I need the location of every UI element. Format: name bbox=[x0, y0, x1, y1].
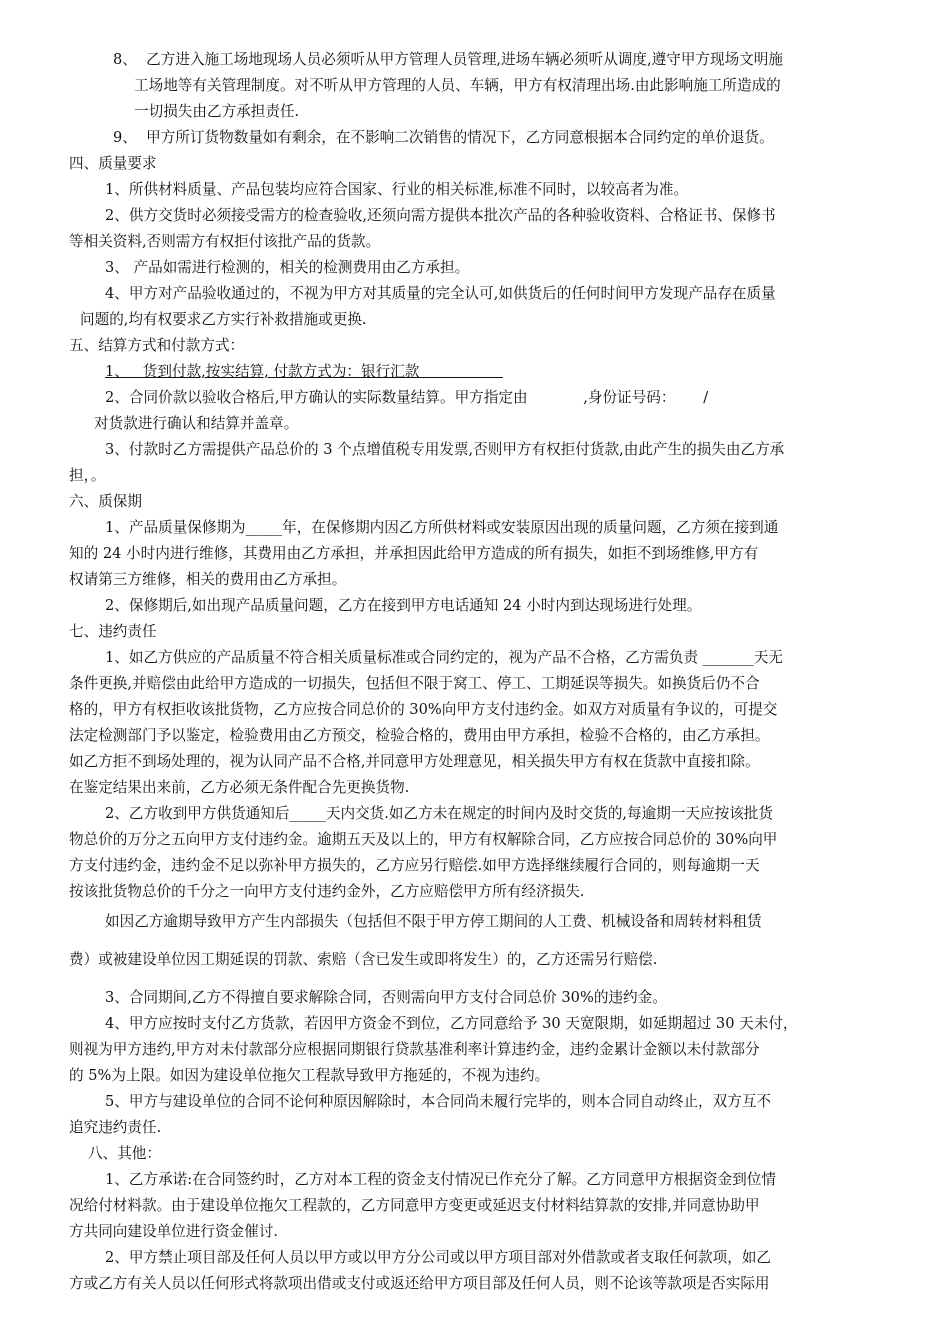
text-line: 一切损失由乙方承担责任. bbox=[134, 103, 300, 120]
text-line: 2、甲方禁止项目部及任何人员以甲方或以甲方分公司或以甲方项目部对外借款或者支取任何款项，如乙 bbox=[105, 1249, 772, 1266]
text-line: 如乙方拒不到场处理的，视为认同产品不合格,并同意甲方处理意见，相关损失甲方有权在货款中直接扣除。 bbox=[69, 753, 760, 770]
text-line: 担，。 bbox=[69, 467, 106, 484]
text-line: 9、 甲方所订货物数量如有剩余，在不影响二次销售的情况下，乙方同意根据本合同约定的单价退货。 bbox=[113, 129, 774, 146]
text-line: 问题的,均有权要求乙方实行补救措施或更换. bbox=[80, 311, 367, 328]
text-line: 3、合同期间,乙方不得擅自要求解除合同，否则需向甲方支付合同总价 30%的违约金。 bbox=[105, 989, 667, 1006]
text-line: 如因乙方逾期导致甲方产生内部损失（包括但不限于甲方停工期间的人工费、机械设备和周转材料租赁 bbox=[105, 913, 762, 930]
text-line: 工场地等有关管理制度。对不听从甲方管理的人员、车辆，甲方有权清理出场.由此影响施工所造成的 bbox=[134, 77, 781, 94]
text-line: 格的，甲方有权拒收该批货物，乙方应按合同总价的 30%向甲方支付违约金。如双方对质量有争议的，可提交 bbox=[69, 701, 778, 718]
text-line: 追究违约责任. bbox=[69, 1119, 162, 1136]
text-line: 3、 产品如需进行检测的，相关的检测费用由乙方承担。 bbox=[105, 259, 470, 276]
text-line: 四、质量要求 bbox=[69, 155, 157, 172]
text-line: 费）或被建设单位因工期延误的罚款、索赔（含已发生或即将发生）的，乙方还需另行赔偿. bbox=[69, 951, 658, 968]
text-line: 六、质保期 bbox=[69, 493, 142, 510]
text-line: 2、保修期后,如出现产品质量问题，乙方在接到甲方电话通知 24 小时内到达现场进行处理。 bbox=[105, 597, 702, 614]
text-line: 1、 货到付款,按实结算, 付款方式为：银行汇款 bbox=[105, 363, 503, 380]
text-line: 方支付违约金，违约金不足以弥补甲方损失的，乙方应另行赔偿.如甲方选择继续履行合同的，则每逾期一天 bbox=[69, 857, 760, 874]
text-line: 3、付款时乙方需提供产品总价的 3 个点增值税专用发票,否则甲方有权拒付货款,由此产生的损失由乙方承 bbox=[105, 441, 785, 458]
text-line: 4、甲方应按时支付乙方货款，若因甲方资金不到位，乙方同意给予 30 天宽限期，如延期超过 30 天未付， bbox=[105, 1015, 798, 1032]
text-line: 方共同向建设单位进行资金催讨. bbox=[69, 1223, 278, 1240]
text-line: 1、乙方承诺:在合同签约时，乙方对本工程的资金支付情况已作充分了解。乙方同意甲方根据资金到位情 bbox=[105, 1171, 776, 1188]
text-line: 条件更换,并赔偿由此给甲方造成的一切损失，包括但不限于窝工、停工、工期延误等损失。如换货后仍不合 bbox=[69, 675, 760, 692]
text-line: 物总价的万分之五向甲方支付违约金。逾期五天及以上的，甲方有权解除合同，乙方应按合同总价的 30%向甲 bbox=[69, 831, 778, 848]
text-line: 4、甲方对产品验收通过的，不视为甲方对其质量的完全认可,如供货后的任何时间甲方发现产品存在质量 bbox=[105, 285, 776, 302]
text-line: 方或乙方有关人员以任何形式将款项出借或支付或返还给甲方项目部及任何人员，则不论该等款项是否实际用 bbox=[69, 1275, 770, 1292]
text-line: 知的 24 小时内进行维修，其费用由乙方承担，并承担因此给甲方造成的所有损失，如拒不到场维修,甲方有 bbox=[69, 545, 759, 562]
text-line: 2、合同价款以验收合格后,甲方确认的实际数量结算。甲方指定由 ,身份证号码： / bbox=[105, 389, 741, 406]
text-line: 法定检测部门予以鉴定，检验费用由乙方预交，检验合格的，费用由甲方承担，检验不合格的，由乙方承担。 bbox=[69, 727, 770, 744]
text-line: 八、其他： bbox=[88, 1145, 161, 1162]
text-line: 2、乙方收到甲方供货通知后_____天内交货.如乙方未在规定的时间内及时交货的,每逾期一天应按该批货 bbox=[105, 805, 773, 822]
text-line: 1、所供材料质量、产品包装均应符合国家、行业的相关标准,标准不同时，以较高者为准。 bbox=[105, 181, 689, 198]
text-line: 1、如乙方供应的产品质量不符合相关质量标准或合同约定的，视为产品不合格，乙方需负责 _______天无 bbox=[105, 649, 783, 666]
text-line: 的 5%为上限。如因为建设单位拖欠工程款导致甲方拖延的，不视为违约。 bbox=[69, 1067, 550, 1084]
text-line: 5、甲方与建设单位的合同不论何种原因解除时，本合同尚未履行完毕的，则本合同自动终止，双方互不 bbox=[105, 1093, 772, 1110]
text-line: 在鉴定结果出来前，乙方必须无条件配合先更换货物. bbox=[69, 779, 410, 796]
text-line: 1、产品质量保修期为_____年，在保修期内因乙方所供材料或安装原因出现的质量问题，乙方须在接到通 bbox=[105, 519, 779, 536]
text-line: 按该批货物总价的千分之一向甲方支付违约金外，乙方应赔偿甲方所有经济损失. bbox=[69, 883, 585, 900]
text-line: 况给付材料款。由于建设单位拖欠工程款的，乙方同意甲方变更或延迟支付材料结算款的安排,并同意协助甲 bbox=[69, 1197, 760, 1214]
text-line: 对货款进行确认和结算并盖章。 bbox=[94, 415, 299, 432]
text-line: 五、结算方式和付款方式： bbox=[69, 337, 245, 354]
text-line: 2、供方交货时必须接受需方的检查验收,还须向需方提供本批次产品的各种验收资料、合格证书、保修书 bbox=[105, 207, 776, 224]
text-line: 等相关资料,否则需方有权拒付该批产品的货款。 bbox=[69, 233, 381, 250]
text-line: 8、 乙方进入施工场地现场人员必须听从甲方管理人员管理,进场车辆必须听从调度,遵守甲方现场文明施 bbox=[113, 51, 783, 68]
text-line: 则视为甲方违约,甲方对未付款部分应根据同期银行贷款基准利率计算违约金，违约金累计金额以未付款部分 bbox=[69, 1041, 760, 1058]
text-line: 七、违约责任 bbox=[69, 623, 157, 640]
text-line: 权请第三方维修，相关的费用由乙方承担。 bbox=[69, 571, 347, 588]
